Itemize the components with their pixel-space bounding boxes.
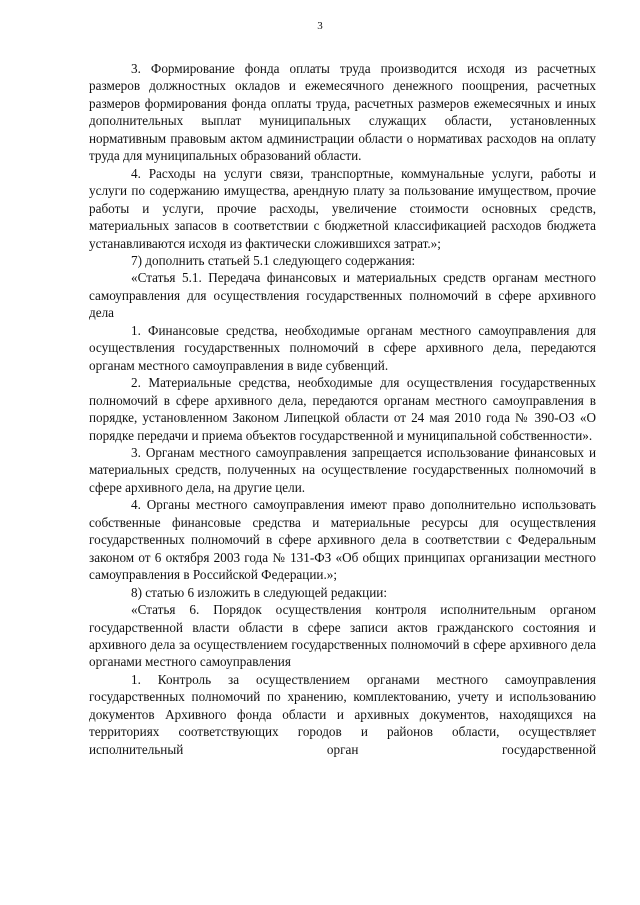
- paragraph: 2. Материальные средства, необходимые для осуществления государственных полномочий в сфере архивного дела, передаются органам местного самоуправления в порядке, установленном Законом Липецкой области от 24 мая 2010 года № 390-ОЗ «О порядке передачи и приема объектов государственной и муниципальной собственности».: [89, 375, 596, 443]
- paragraph: 8) статью 6 изложить в следующей редакции:: [131, 584, 387, 600]
- paragraph: 3. Формирование фонда оплаты труда производится исходя из расчетных размеров должностных окладов и ежемесячного денежного поощрения, расчетных размеров формирования фонда оплаты труда, расчетных размеров ежемесячных и иных дополнительных выплат муниципальных служащих области, установленных нормативным правовым актом администрации области о нормативах расходов на оплату труда для муниципальных образований области.: [89, 61, 596, 164]
- paragraph: 4. Органы местного самоуправления имеют право дополнительно использовать собственные финансовые средства и материальные ресурсы для осуществления государственных полномочий в сфере архивного дела в соответствии с Федеральным законом от 6 октября 2003 года № 131-ФЗ «Об общих принципах организации местного самоуправления в Российской Федерации.»;: [89, 497, 596, 583]
- paragraph: 1. Контроль за осуществлением органами местного самоуправления государственных полномочий по хранению, комплектованию, учету и использованию документов Архивного фонда области и архивных документов, находящихся на территориях соответствующих городов и районов области, осуществляет исполнительный орган государственной: [89, 671, 596, 757]
- paragraph: 7) дополнить статьей 5.1 следующего содержания:: [131, 252, 416, 268]
- article-heading: «Статья 6. Порядок осуществления контроля исполнительным органом государственной власти области в сфере записи актов гражданского состояния и архивного дела за осуществлением государственных полномочий в сфере архивного дела органами местного самоуправления: [89, 602, 596, 670]
- paragraph: 4. Расходы на услуги связи, транспортные, коммунальные услуги, работы и услуги по содержанию имущества, арендную плату за пользование имуществом, прочие работы и услуги, прочие расходы, увеличение стоимости основных средств, материальных запасов в соответствии с бюджетной классификацией расходов бюджета устанавливаются исходя из фактически сложившихся затрат.»;: [89, 165, 596, 251]
- paragraph: 3. Органам местного самоуправления запрещается использование финансовых и материальных средств, полученных на осуществление государственных полномочий в сфере архивного дела, на другие цели.: [89, 444, 596, 495]
- article-heading: «Статья 5.1. Передача финансовых и материальных средств органам местного самоуправления для осуществления государственных полномочий в сфере архивного дела: [89, 270, 596, 321]
- page-number: 3: [317, 20, 323, 32]
- paragraph: 1. Финансовые средства, необходимые органам местного самоуправления для осуществления государственных полномочий в сфере архивного дела, передаются органам местного самоуправления в виде субвенций.: [89, 322, 596, 373]
- document-body: [89, 60, 596, 758]
